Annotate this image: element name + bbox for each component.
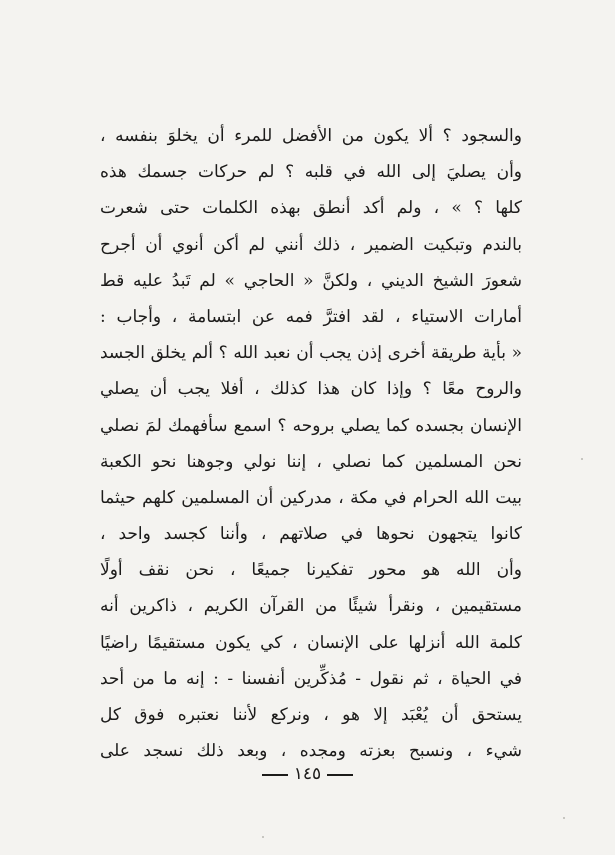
text-line: في الحياة ، ثم نقول - مُذكِّرين أنفسنا - : إنه ما من أحد [100,668,522,689]
text-line: نحن المسلمين كما نصلي ، إننا نولي وجوهنا نحو الكعبة [100,451,522,472]
paper-speck [581,458,583,460]
text-line: يستحق أن يُعْبَد إلا هو ، ونركع لأننا نعتبره فوق كل [100,705,522,725]
page-footer [0,764,615,784]
paper-speck [262,836,264,838]
text-line: وأن يصليَ إلى الله في قلبه ؟ لم حركات جسمك هذه [100,162,522,183]
text-line: بالندم وتبكيت الضمير ، ذلك أنني لم أكن أنوي أن أجرح [100,234,522,255]
footer-dash [262,774,288,776]
text-line: والروح معًا ؟ وإذا كان هذا كذلك ، أفلا يجب أن يصلي [100,379,522,400]
page-number: ١٤٥ [293,764,322,784]
text-line: كلها ؟ » ، ولم أكد أنطق بهذه الكلمات حتى شعرت [100,198,522,219]
text-line: والسجود ؟ ألا يكون من الأفضل للمرء أن يخلوَ بنفسه ، [100,126,522,146]
text-line: بيت الله الحرام في مكة ، مدركين أن المسلمين كلهم حيثما [100,487,522,508]
text-line: وأن الله هو محور تفكيرنا جميعًا ، نحن نقف أولًا [100,560,522,581]
paper-speck [563,817,565,819]
footer-dash [327,774,353,776]
text-line: كلمة الله أنزلها على الإنسان ، كي يكون مستقيمًا راضيًا [100,632,522,653]
text-line: الإنسان بجسده كما يصلي بروحه ؟ اسمع سأفهمك لمَ نصلي [100,415,522,436]
text-line: شيء ، ونسبح بعزته ومجده ، وبعد ذلك نسجد على [100,741,522,762]
body-text [100,118,522,769]
text-line: شعورَ الشيخ الديني ، ولكنَّ « الحاجي » لم تَبدُ عليه قط [100,270,522,291]
text-line: كانوا يتجهون نحوها في صلاتهم ، وأننا كجسد واحد ، [100,524,522,545]
text-line: مستقيمين ، ونقرأ شيئًا من القرآن الكريم ، ذاكرين أنه [100,596,522,617]
text-line: « بأية طريقة أخرى إذن يجب أن نعبد الله ؟ ألم يخلق الجسد [100,343,522,364]
text-line: أمارات الاستياء ، لقد افترَّ فمه عن ابتسامة ، وأجاب : [100,306,522,327]
